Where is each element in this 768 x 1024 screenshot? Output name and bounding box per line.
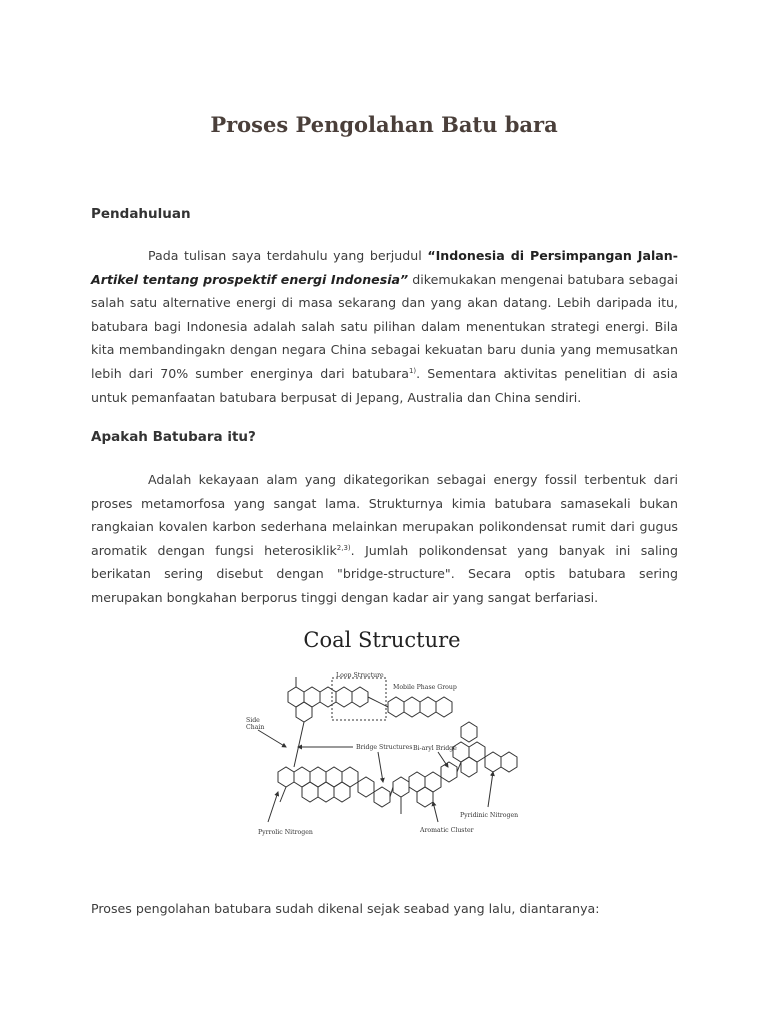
label-side-chain-2: Chain	[246, 724, 265, 731]
hexagon-ring	[485, 752, 501, 772]
bridge-bond	[457, 762, 461, 772]
label-aromatic-cluster: Aromatic Cluster	[420, 827, 474, 834]
hexagon-ring	[352, 687, 368, 707]
label-mobile-phase: Mobile Phase Group	[393, 684, 457, 691]
side-bond	[280, 787, 286, 802]
hexagon-ring	[501, 752, 517, 772]
hexagon-ring	[296, 702, 312, 722]
hexagon-ring	[358, 777, 374, 797]
reference-superscript: 2,3)	[336, 543, 351, 552]
paragraph-text: . Jumlah polikondensat yang banyak ini saling berikatan sering disebut dengan "bridge-structure". Secara optis batubara sering merupakan bongkahan berporus tinggi dengan kadar air yang sangat berfariasi.	[91, 542, 678, 605]
hexagon-ring	[417, 787, 433, 807]
reference-superscript: 1)	[408, 366, 417, 375]
hexagon-ring	[320, 687, 336, 707]
hexagon-ring	[374, 787, 390, 807]
annotation-arrow	[268, 792, 278, 822]
hexagon-ring	[461, 722, 477, 742]
hexagon-ring	[420, 697, 436, 717]
hexagon-ring	[336, 687, 352, 707]
label-loop-structure: Loop Structure	[336, 672, 384, 679]
bridge-bond	[294, 722, 304, 767]
paragraph-text: Pada tulisan saya terdahulu yang berjudul	[148, 248, 428, 263]
label-bridge-structures: Bridge Structures	[356, 744, 413, 751]
document-title: Proses Pengolahan Batu bara	[210, 112, 558, 137]
annotation-arrow	[433, 802, 438, 822]
paragraph-pendahuluan	[91, 244, 678, 409]
figure-title: Coal Structure	[303, 628, 461, 652]
annotation-arrow	[258, 730, 286, 747]
label-pyridinic-nitrogen: Pyridinic Nitrogen	[460, 812, 519, 819]
label-biaryl-bridge: Bi-aryl Bridge	[413, 745, 457, 752]
loop-structure-box	[332, 678, 386, 720]
hexagon-ring	[404, 697, 420, 717]
paragraph-text: . Sementara aktivitas penelitian di asia untuk pemanfaatan batubara berpusat di Jepang, Australia dan China sendiri.	[91, 365, 678, 405]
hexagon-ring	[334, 782, 350, 802]
section-heading-pendahuluan: Pendahuluan	[91, 206, 191, 222]
paragraph-text: Adalah kekayaan alam yang dikategorikan sebagai energy fossil terbentuk dari proses metamorfosa yang sangat lama. Strukturnya kimia batubara samasekali bukan rangkaian kovalen karbon sederhana melainkan merupakan polikondensat rumit dari gugus aromatik dengan fungsi heterosiklik	[91, 472, 678, 558]
annotation-arrow	[488, 772, 493, 807]
paragraph-text: dikemukakan mengenai batubara sebagai salah satu alternative energi di masa sekarang dan yang akan datang. Lebih daripada itu, batubara bagi Indonesia adalah salah satu pilihan dalam menentukan strategi energi. Bila kita membandingakn dengan negara China sebagai kekuatan baru dunia yang memusatkan lebih dari 70% sumber energinya dari batubara	[91, 271, 678, 381]
hexagon-ring	[388, 697, 404, 717]
hexagon-ring	[461, 757, 477, 777]
hexagon-ring	[318, 782, 334, 802]
annotation-arrow	[438, 752, 448, 767]
closing-paragraph: Proses pengolahan batubara sudah dikenal sejak seabad yang lalu, diantaranya:	[91, 901, 600, 916]
hexagon-ring	[393, 777, 409, 797]
hexagon-ring	[441, 762, 457, 782]
article-title-bold-italic[interactable]: Artikel tentang prospektif energi Indonesia”	[91, 271, 409, 287]
hexagon-ring	[278, 767, 294, 787]
coal-structure-figure	[238, 622, 526, 844]
article-title-bold[interactable]: “Indonesia di Persimpangan Jalan-	[427, 248, 678, 263]
label-pyrrolic-nitrogen: Pyrrolic Nitrogen	[258, 829, 313, 836]
label-side-chain-1: Side	[246, 717, 260, 724]
bridge-bond	[368, 697, 388, 707]
section-heading-apakah-batubara: Apakah Batubara itu?	[91, 429, 256, 445]
coal-structure-diagram	[238, 622, 526, 844]
hexagon-ring	[302, 782, 318, 802]
paragraph-apakah-batubara	[91, 468, 678, 610]
hexagon-ring	[436, 697, 452, 717]
annotation-arrow	[378, 752, 383, 782]
